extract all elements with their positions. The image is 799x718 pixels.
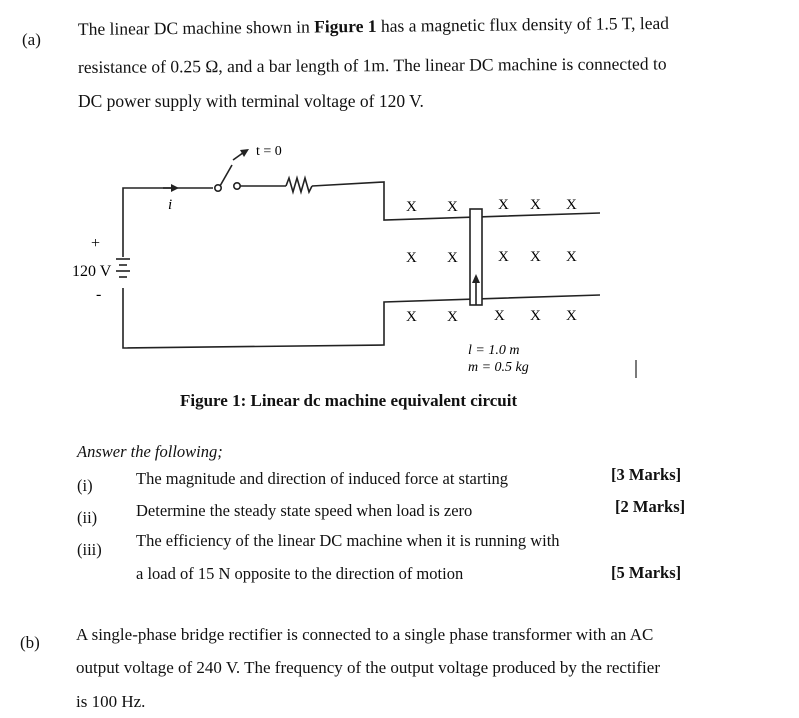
question-3-number: (iii) <box>77 540 102 559</box>
part-b-line-3: is 100 Hz. <box>76 692 146 711</box>
questions-intro: Answer the following; <box>77 442 223 461</box>
field-cross: X <box>406 309 417 325</box>
field-cross: X <box>447 199 458 215</box>
field-cross: X <box>530 308 541 324</box>
part-a-line-3: DC power supply with terminal voltage of 120 V. <box>78 91 424 111</box>
question-3-text-line-1: The efficiency of the linear DC machine when it is running with <box>136 531 560 550</box>
field-cross: X <box>447 309 458 325</box>
field-cross: X <box>530 197 541 213</box>
bottom-rail <box>123 288 600 348</box>
bar-length-label: l = 1.0 m <box>468 343 520 358</box>
question-3-marks: [5 Marks] <box>611 563 682 582</box>
resistor <box>286 178 312 192</box>
field-cross: X <box>566 197 577 213</box>
field-cross: X <box>447 250 458 266</box>
question-1-number: (i) <box>77 476 93 495</box>
question-3-text-line-2: a load of 15 N opposite to the direction of motion <box>136 564 464 583</box>
switch-blade <box>220 165 232 186</box>
question-2-marks: [2 Marks] <box>615 497 686 516</box>
switch-arrow-head <box>240 149 249 157</box>
field-cross: X <box>498 197 509 213</box>
question-1-text: The magnitude and direction of induced force at starting <box>136 469 509 488</box>
question-2-text: Determine the steady state speed when load is zero <box>136 501 473 520</box>
voltage-label: 120 V <box>72 263 112 280</box>
part-b-label: (b) <box>20 633 40 652</box>
part-a-line-1-pre: The linear DC machine shown in <box>77 16 315 39</box>
figure-reference: Figure 1 <box>314 15 377 37</box>
field-cross: X <box>406 199 417 215</box>
field-cross: X <box>530 249 541 265</box>
field-cross: X <box>406 250 417 266</box>
bar-mass-label: m = 0.5 kg <box>468 360 529 375</box>
part-a-line-1-post: has a magnetic flux density of 1.5 T, lead <box>376 12 670 36</box>
part-b-line-1: A single-phase bridge rectifier is connected to a single phase transformer with an AC <box>76 625 654 644</box>
part-a-label: (a) <box>22 30 41 49</box>
current-label: i <box>168 197 173 213</box>
current-arrow-head <box>171 184 179 192</box>
figure-caption: Figure 1: Linear dc machine equivalent circuit <box>180 391 518 410</box>
switch-label: t = 0 <box>256 144 282 159</box>
part-a-line-2: resistance of 0.25 Ω, and a bar length of 1m. The linear DC machine is connected to <box>77 53 667 77</box>
switch-contact-right <box>234 183 240 189</box>
field-cross: X <box>566 249 577 265</box>
field-cross: X <box>498 249 509 265</box>
minus-sign: - <box>96 286 102 303</box>
part-b-line-2: output voltage of 240 V. The frequency of the output voltage produced by the rectifier <box>76 658 660 677</box>
plus-sign: + <box>91 235 101 252</box>
field-cross: X <box>566 308 577 324</box>
question-1-marks: [3 Marks] <box>611 465 682 484</box>
field-cross: X <box>494 308 505 324</box>
question-2-number: (ii) <box>77 508 98 527</box>
